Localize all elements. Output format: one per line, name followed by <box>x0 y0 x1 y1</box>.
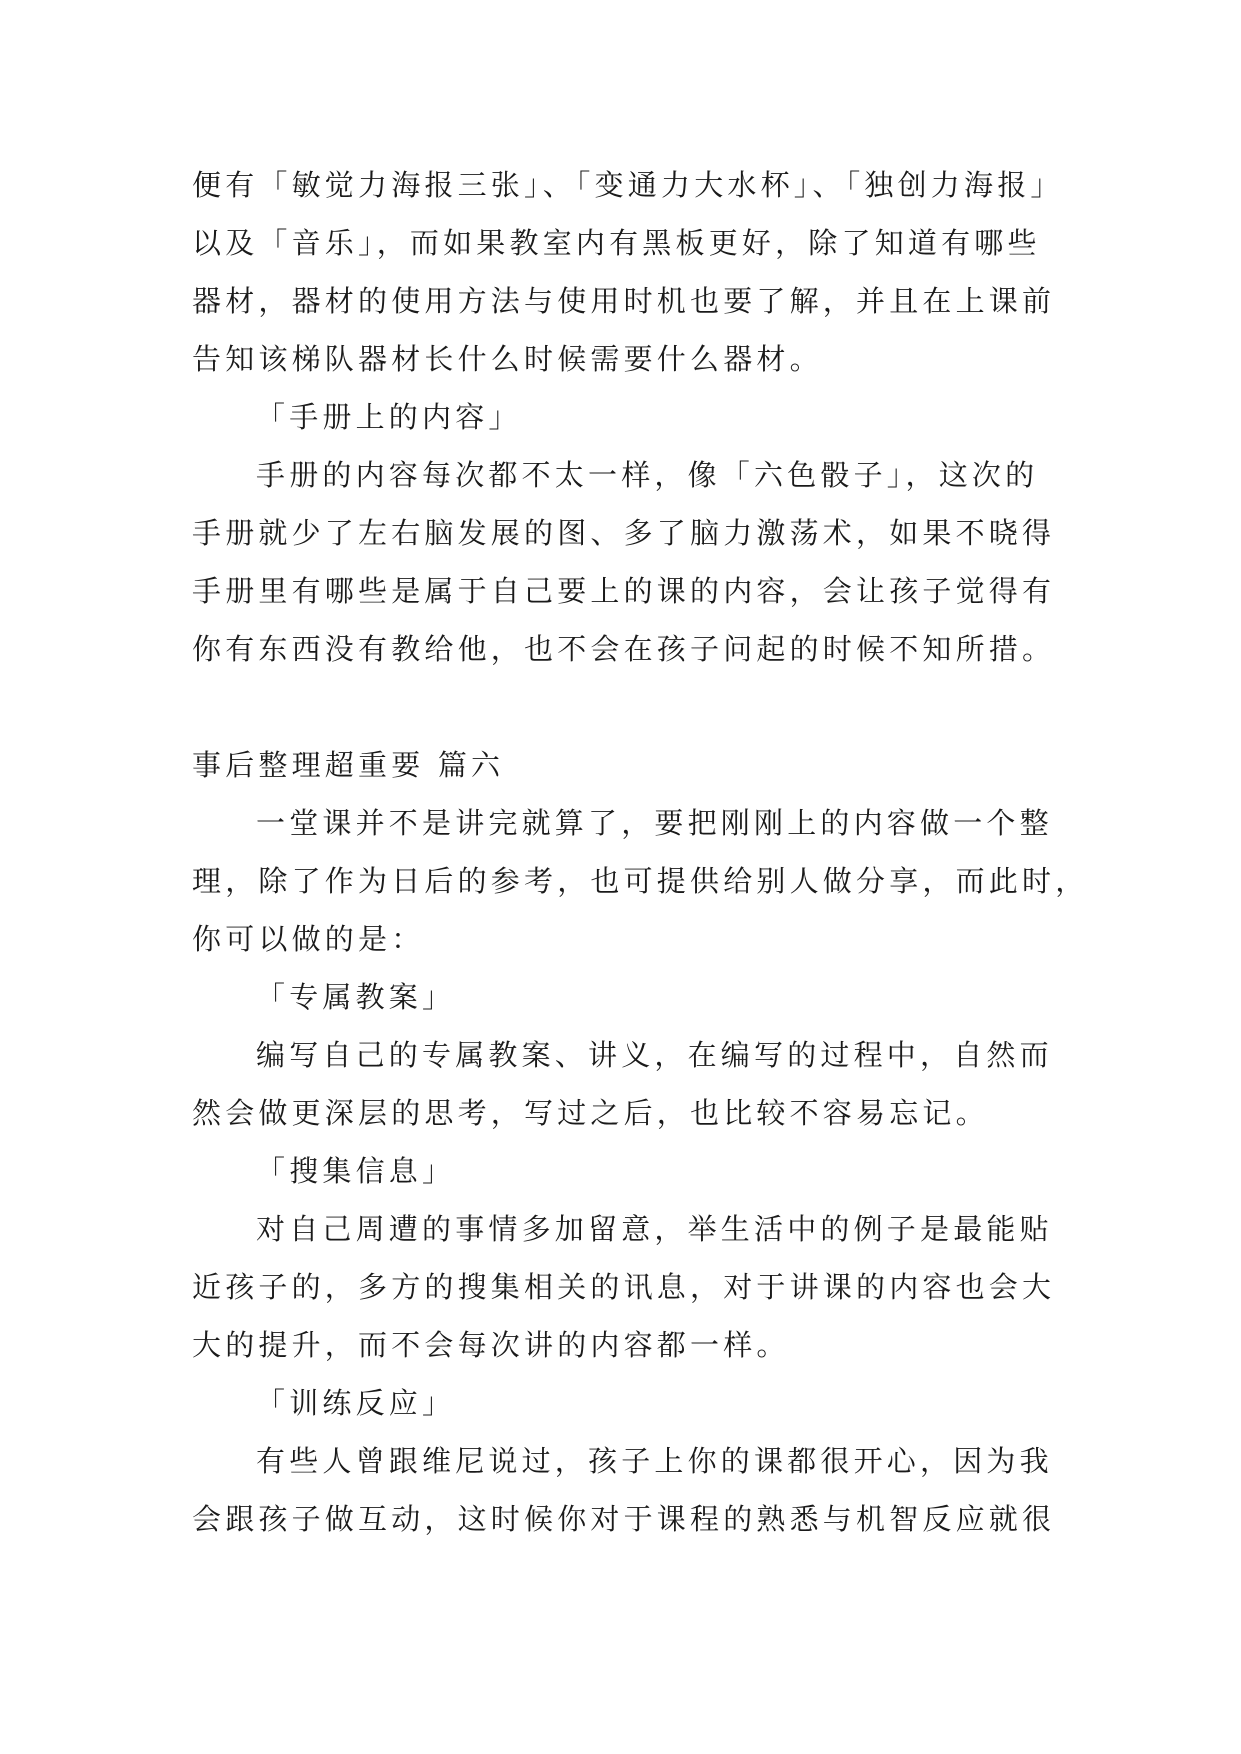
text-line: 手册就少了左右脑发展的图、多了脑力激荡术，如果不晓得 <box>192 516 1056 550</box>
paragraph-collect-info <box>192 1200 1072 1374</box>
paragraph-lesson-plan <box>192 1026 1072 1142</box>
text-line: 便有「敏觉力海报三张」、「变通力大水杯」、「独创力海报」 <box>192 168 1064 202</box>
paragraph-intro <box>192 794 1089 968</box>
subheading-training-reaction: 「训练反应」 <box>256 1386 456 1420</box>
text-line: 对自己周遭的事情多加留意，举生活中的例子是最能贴 <box>256 1212 1053 1246</box>
text-line: 大的提升，而不会每次讲的内容都一样。 <box>192 1328 790 1362</box>
text-line: 然会做更深层的思考，写过之后，也比较不容易忘记。 <box>192 1096 989 1130</box>
text-line: 器材，器材的使用方法与使用时机也要了解，并且在上课前 <box>192 284 1056 318</box>
text-line: 手册的内容每次都不太一样，像「六色骰子」，这次的 <box>256 458 1039 492</box>
text-line: 理，除了作为日后的参考，也可提供给别人做分享，而此时， <box>192 864 1089 898</box>
subheading-handbook-content: 「手册上的内容」 <box>256 400 522 434</box>
subheading-lesson-plan: 「专属教案」 <box>256 980 456 1014</box>
text-line: 编写自己的专属教案、讲义，在编写的过程中，自然而 <box>256 1038 1053 1072</box>
text-line: 会跟孩子做互动，这时候你对于课程的熟悉与机智反应就很 <box>192 1502 1056 1536</box>
text-line: 近孩子的，多方的搜集相关的讯息，对于讲课的内容也会大 <box>192 1270 1056 1304</box>
text-line: 一堂课并不是讲完就算了，要把刚刚上的内容做一个整 <box>256 806 1053 840</box>
document-page <box>192 156 1089 1548</box>
paragraph-training-reaction <box>192 1432 1072 1548</box>
subheading-collect-info: 「搜集信息」 <box>256 1154 456 1188</box>
spacer <box>192 678 1072 736</box>
text-line: 你可以做的是： <box>192 922 425 956</box>
text-line: 手册里有哪些是属于自己要上的课的内容，会让孩子觉得有 <box>192 574 1056 608</box>
text-line: 你有东西没有教给他，也不会在孩子问起的时候不知所措。 <box>192 632 1056 666</box>
paragraph-handbook <box>192 446 1072 678</box>
paragraph-equipment <box>192 156 1072 388</box>
text-line: 告知该梯队器材长什么时候需要什么器材。 <box>192 342 823 376</box>
text-line: 有些人曾跟维尼说过，孩子上你的课都很开心，因为我 <box>256 1444 1053 1478</box>
text-line: 以及「音乐」，而如果教室内有黑板更好，除了知道有哪些 <box>192 226 1041 260</box>
section-title: 事后整理超重要 篇六 <box>192 748 505 782</box>
